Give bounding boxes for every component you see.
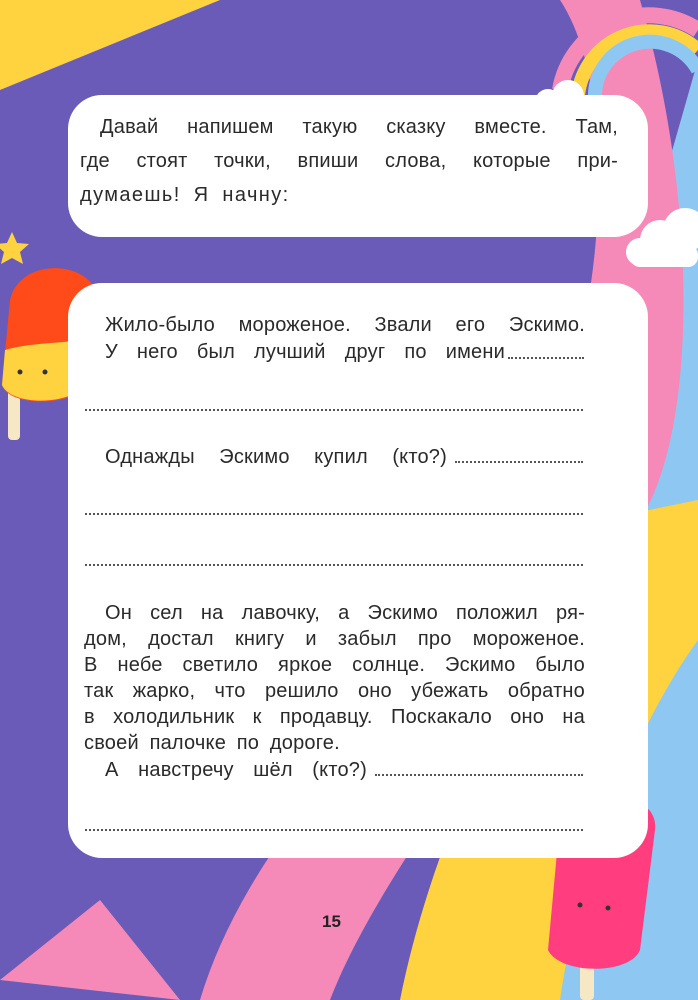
intro-line: думаешь! Я начну: [80, 184, 290, 206]
story-line: В небе светило яркое солнце. Эскимо было [84, 654, 585, 676]
story-line: Жило-было мороженое. Звали его Эскимо. [105, 314, 585, 336]
story-line: А навстречу шёл (кто?) [105, 759, 367, 781]
story-line: У него был лучший друг по имени [105, 341, 505, 363]
answer-field[interactable] [455, 461, 583, 463]
star-icon [0, 232, 29, 264]
story-line: в холодильник к продавцу. Поскакало оно на [84, 706, 585, 728]
answer-field[interactable] [85, 513, 583, 515]
answer-field[interactable] [85, 409, 583, 411]
intro-line: где стоят точки, впиши слова, которые при- [80, 150, 618, 172]
story-line: дом, достал книгу и забыл про мороженое. [84, 628, 585, 650]
answer-field[interactable] [508, 357, 584, 359]
answer-field[interactable] [375, 774, 583, 776]
story-line: так жарко, что решило оно убежать обратно [84, 680, 585, 702]
answer-field[interactable] [85, 829, 583, 831]
answer-field[interactable] [85, 564, 583, 566]
intro-line: Давай напишем такую сказку вместе. Там, [100, 116, 618, 138]
story-line: Однажды Эскимо купил (кто?) [105, 446, 447, 468]
story-line: Он сел на лавочку, а Эскимо положил ря- [105, 602, 585, 624]
story-line: своей палочке по дороге. [84, 732, 340, 754]
page-number: 15 [322, 912, 341, 931]
